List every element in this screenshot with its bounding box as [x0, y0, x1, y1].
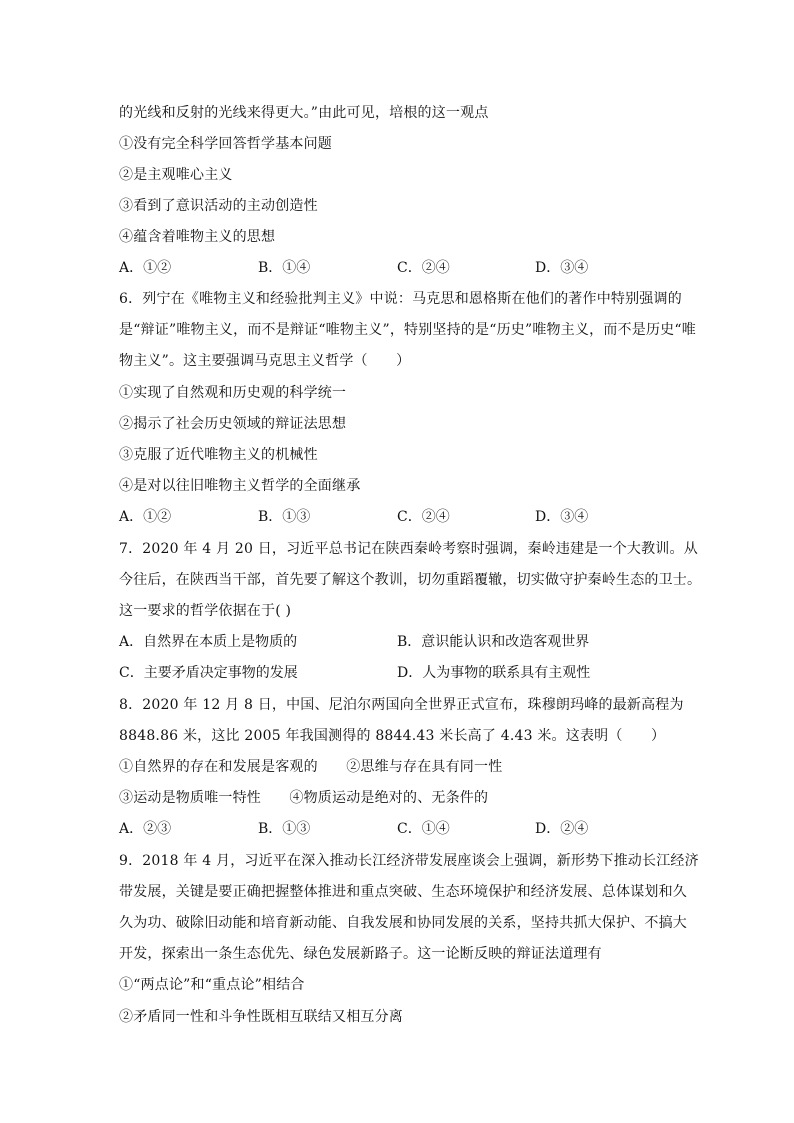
q6-item-4: ④是对以往旧唯物主义哲学的全面继承 — [119, 478, 361, 494]
intro-text: 的光线和反射的光线来得更大。”由此可见，培根的这一观点 — [119, 105, 489, 121]
q5-item-3: ③看到了意识活动的主动创造性 — [119, 198, 318, 214]
q8-item-row-1: ①自然界的存在和发展是客观的 ②思维与存在具有同一性 — [119, 759, 503, 775]
q8-option-c: C．①④ — [397, 821, 450, 837]
q5-option-c: C．②④ — [397, 260, 450, 276]
q7-stem-line-1: 7．2020 年 4 月 20 日，习近平总书记在陕西秦岭考察时强调，秦岭违建是一个大教训。从 — [119, 541, 698, 557]
q8-option-d: D．②④ — [535, 821, 589, 837]
q8-option-b: B．①③ — [258, 821, 311, 837]
q9-item-1: ①“两点论”和“重点论”相结合 — [119, 977, 305, 993]
q5-item-4: ④蕴含着唯物主义的思想 — [119, 229, 276, 245]
q5-item-1: ①没有完全科学回答哲学基本问题 — [119, 136, 332, 152]
q7-stem-line-3: 这一要求的哲学依据在于( ) — [119, 603, 292, 619]
q5-option-b: B．①④ — [258, 260, 311, 276]
q5-option-a: A．①② — [119, 260, 172, 276]
q9-stem-line-2: 带发展，关键是要正确把握整体推进和重点突破、生态环境保护和经济发展、总体谋划和久 — [119, 884, 687, 900]
q8-item-row-2: ③运动是物质唯一特性 ④物质运动是绝对的、无条件的 — [119, 790, 489, 806]
q8-option-a: A．②③ — [119, 821, 172, 837]
q6-item-2: ②揭示了社会历史领域的辩证法思想 — [119, 416, 347, 432]
q7-option-b: B．意识能认识和改造客观世界 — [397, 634, 590, 650]
q6-stem-line-1: 6．列宁在《唯物主义和经验批判主义》中说：马克思和恩格斯在他们的著作中特别强调的 — [119, 291, 682, 307]
q9-stem-line-1: 9．2018 年 4 月，习近平在深入推动长江经济带发展座谈会上强调，新形势下推动长江经济 — [119, 853, 699, 869]
q7-option-a: A．自然界在本质上是物质的 — [119, 634, 298, 650]
q6-item-1: ①实现了自然观和历史观的科学统一 — [119, 385, 347, 401]
q6-stem-line-3: 物主义”。这主要强调马克思主义哲学（ ） — [119, 353, 411, 369]
q7-option-d: D．人为事物的联系具有主观性 — [397, 665, 591, 681]
q6-option-b: B．①③ — [258, 509, 311, 525]
q6-item-3: ③克服了近代唯物主义的机械性 — [119, 447, 318, 463]
q6-option-c: C．②④ — [397, 509, 450, 525]
q5-item-2: ②是主观唯心主义 — [119, 167, 233, 183]
q7-option-c: C．主要矛盾决定事物的发展 — [119, 665, 298, 681]
q8-stem-line-2: 8848.86 米，这比 2005 年我国测得的 8844.43 米长高了 4.43 米。这表明（ ） — [119, 728, 666, 744]
q7-stem-line-2: 今往后，在陕西当干部，首先要了解这个教训，切勿重蹈覆辙，切实做守护秦岭生态的卫士。 — [119, 572, 702, 588]
q8-stem-line-1: 8．2020 年 12 月 8 日，中国、尼泊尔两国向全世界正式宣布，珠穆朗玛峰的最新高程为 — [119, 697, 684, 713]
q9-stem-line-3: 久为功、破除旧动能和培育新动能、自我发展和协同发展的关系，坚持共抓大保护、不搞大 — [119, 915, 687, 931]
q9-stem-line-4: 开发，探索出一条生态优先、绿色发展新路子。这一论断反映的辩证法道理有 — [119, 946, 602, 962]
q9-item-2: ②矛盾同一性和斗争性既相互联结又相互分离 — [119, 1009, 403, 1025]
q6-option-a: A．①② — [119, 509, 172, 525]
q6-option-d: D．③④ — [535, 509, 589, 525]
q5-option-d: D．③④ — [535, 260, 589, 276]
q6-stem-line-2: 是“辩证”唯物主义，而不是辩证“唯物主义”，特别坚持的是“历史”唯物主义，而不是历史“唯 — [119, 322, 696, 338]
